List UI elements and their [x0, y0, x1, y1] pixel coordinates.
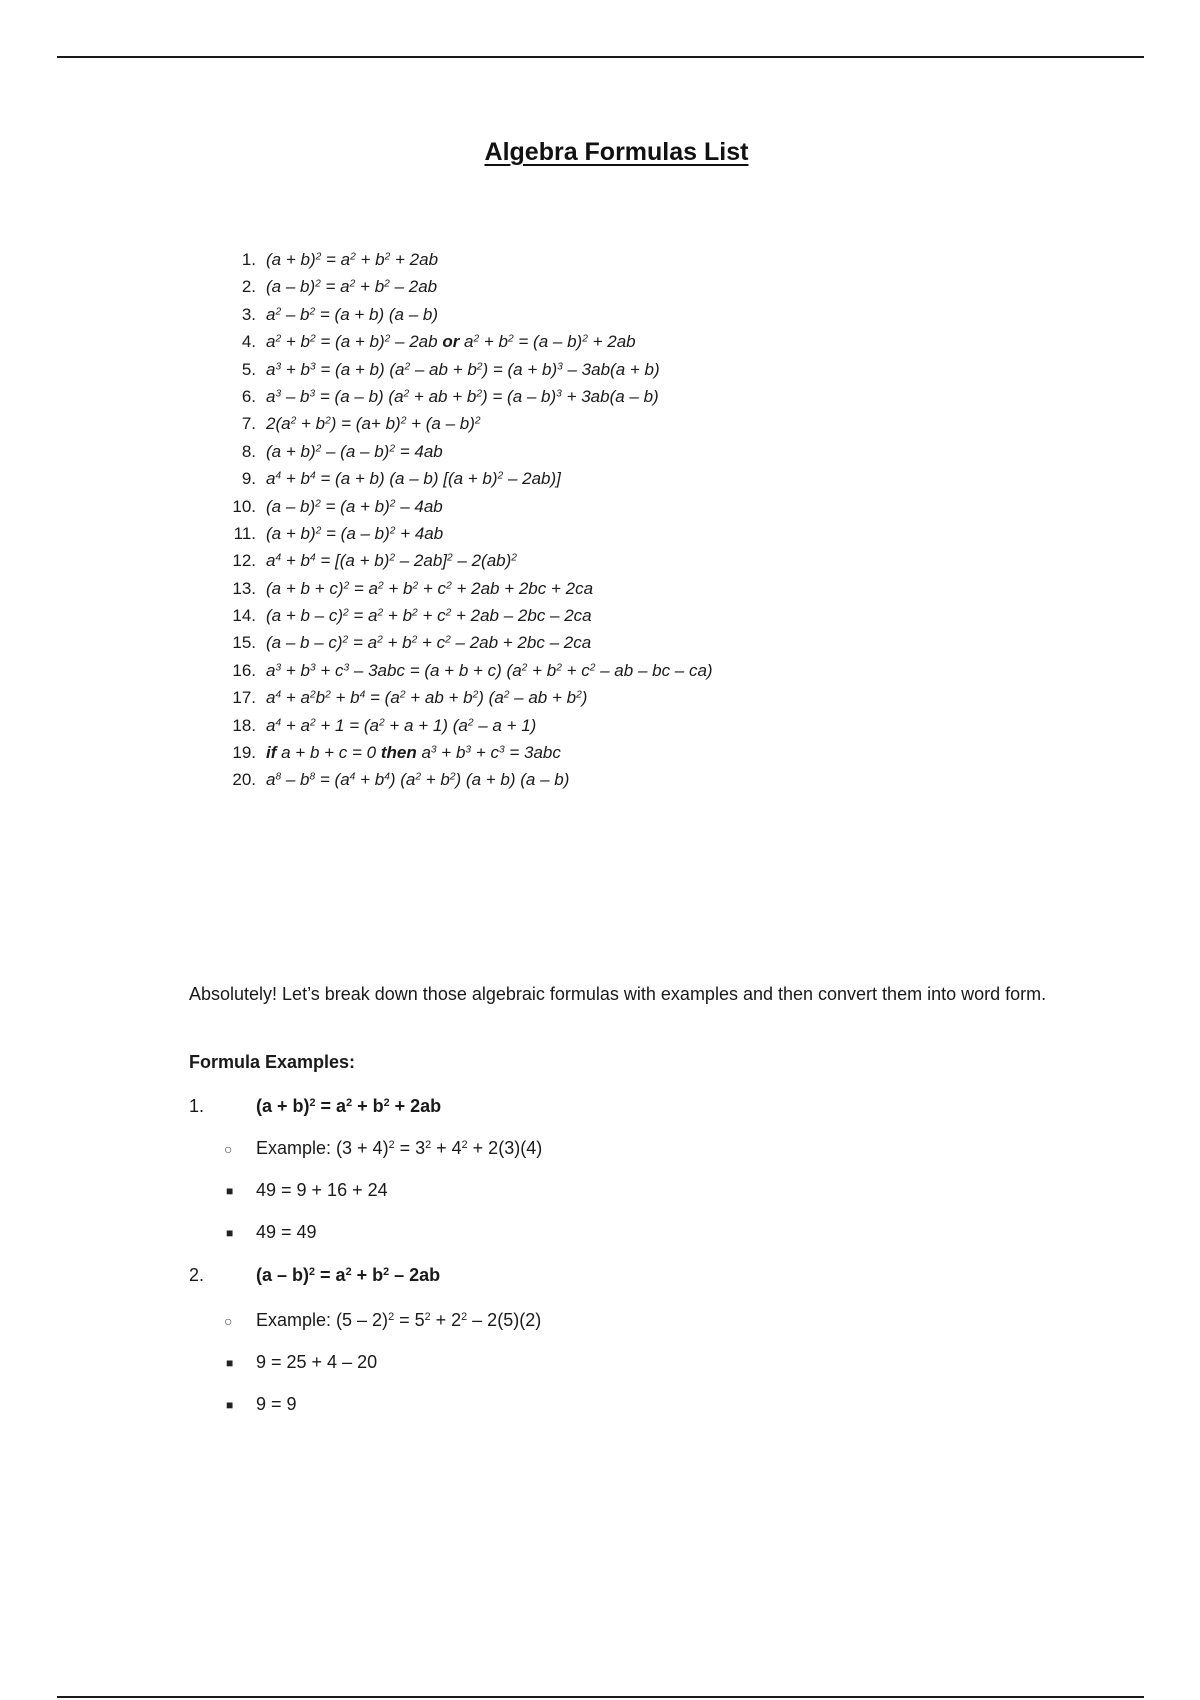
- formula-item: [210, 465, 713, 492]
- formula-item: [210, 739, 713, 766]
- formula-text: $a^4 + b^4 = [(a + b)^2 - 2ab]^2 - 2(ab)^2$: [266, 551, 517, 571]
- formula-number: 2.: [241, 277, 256, 297]
- formula-text: $a^2 + b^2 = (a + b)^2 - 2ab$ or $a^2 + b^2 = (a - b)^2 + 2ab$: [266, 332, 636, 352]
- formula-item: [210, 328, 713, 355]
- square-bullet-icon: ■: [226, 1226, 234, 1240]
- formula-number: 15.: [232, 633, 256, 653]
- formula-text: $a^2 - b^2 = (a + b)$ (a – b): [266, 304, 439, 324]
- formula-item: [210, 273, 713, 300]
- examples-heading: Formula Examples:: [189, 1052, 356, 1072]
- example-line: Example: $(5 - 2)^2 = 5^2 + 2^2 - 2(5)(2)$: [256, 1310, 542, 1330]
- example-step: 9 = 9: [256, 1394, 297, 1414]
- formula-number: 11.: [233, 523, 256, 543]
- formula-text: $(a - b - c)^2 = a^2 + b^2 + c^2 - 2ab + 2bc - 2ca$: [266, 633, 592, 653]
- formula-text: $a^3 + b^3 + c^3 - 3abc = (a + b + c) (a^2 + b^2 + c^2$ – ab – bc – ca): [266, 660, 713, 680]
- formula-item: [210, 246, 713, 273]
- formula-text: $(a + b - c)^2 = a^2 + b^2 + c^2 + 2ab - 2bc - 2ca$: [266, 606, 592, 626]
- formula-item: [210, 438, 713, 465]
- formula-text: $a^8 - b^8 = (a^4 + b^4) (a^2 + b^2) (a + b)$ (a – b): [266, 770, 570, 790]
- formula-text: $(a + b)^2 = a^2 + b^2 + 2ab$: [266, 250, 439, 269]
- header-rule: [57, 56, 1144, 58]
- formula-item: [210, 629, 713, 656]
- formula-number: 1.: [241, 250, 256, 269]
- formula-item: [210, 547, 713, 574]
- formula-item: [210, 684, 713, 711]
- formula-number: 12.: [232, 551, 256, 571]
- formula-number: 14.: [232, 606, 256, 626]
- square-bullet-icon: ■: [226, 1184, 234, 1198]
- example-line: Example: $(3 + 4)^2 = 3^2 + 4^2 + 2(3)(4)$: [256, 1138, 543, 1158]
- page-title: Algebra Formulas List: [484, 138, 749, 166]
- square-bullet-icon: ■: [226, 1398, 234, 1412]
- formula-item: [210, 383, 713, 410]
- formula-number: 20.: [232, 770, 256, 790]
- formula-text: $(a + b)^2 = (a - b)^2 + 4ab$: [266, 523, 444, 543]
- formula-text: $(a + b + c)^2 = a^2 + b^2 + c^2 + 2ab + 2bc + 2ca$: [266, 578, 594, 598]
- example-step: 49 = 9 + 16 + 24: [256, 1180, 388, 1200]
- formula-text: $a^4 + a^2b^2 + b^4 = (a^2$ + ab + $b^2$) ($a^2$ – ab + $b^2$): [266, 688, 588, 708]
- formula-number: 8.: [241, 441, 256, 461]
- formula-item: [210, 602, 713, 629]
- formula-number: 10.: [232, 496, 256, 516]
- formula-item: [210, 301, 713, 328]
- example-formula: $(a + b)^2 = a^2 + b^2 + 2ab$: [256, 1096, 442, 1116]
- formula-number: 18.: [232, 715, 256, 735]
- formula-text: $a^4 + b^4 = (a + b)$ (a – b) $[(a + b)^2 - 2ab)$]: [266, 469, 561, 489]
- formula-list: [210, 246, 713, 794]
- hollow-bullet-icon: ○: [224, 1141, 233, 1157]
- formula-text: $(a - b)^2 = a^2 + b^2 - 2ab$: [266, 277, 438, 297]
- example-step: 9 = 25 + 4 – 20: [256, 1352, 378, 1372]
- formula-item: [210, 712, 713, 739]
- formula-number: 5.: [241, 359, 256, 379]
- formula-item: [210, 657, 713, 684]
- example-step: 49 = 49: [256, 1222, 317, 1242]
- intro-paragraph: Absolutely! Let’s break down those algebraic formulas with examples and then convert them into word form.: [189, 984, 1047, 1004]
- hollow-bullet-icon: ○: [224, 1313, 233, 1329]
- formula-number: 16.: [232, 660, 256, 680]
- formula-number: 19.: [232, 743, 256, 763]
- example-number: 2.: [189, 1265, 205, 1285]
- formula-number: 3.: [241, 304, 256, 324]
- formula-number: 9.: [241, 469, 256, 489]
- formula-text: $2(a^2 + b^2) = (a+ b)^2 + (a - b)^2$: [266, 414, 481, 434]
- formula-item: [210, 766, 713, 793]
- formula-text: $(a + b)^2 - (a - b)^2 = 4ab$: [266, 441, 443, 461]
- formula-number: 17.: [232, 688, 256, 708]
- formula-item: [210, 356, 713, 383]
- square-bullet-icon: ■: [226, 1356, 234, 1370]
- formula-number: 4.: [241, 332, 256, 352]
- formula-text: $a^4 + a^2 + 1 = (a^2 + a + 1)$ $(a^2 - a + 1)$: [266, 715, 537, 735]
- formula-number: 6.: [241, 386, 256, 406]
- formula-item: [210, 493, 713, 520]
- example-number: 1.: [189, 1096, 205, 1116]
- formula-text: if a + b + c = 0 then $a^3 + b^3 + c^3 = 3abc$: [266, 743, 561, 763]
- formula-text: $a^3 + b^3 = (a + b)$ ($a^2$ – ab + $b^2) = (a + b)^3 - 3ab(a + b)$: [266, 359, 660, 379]
- formula-text: $(a - b)^2 = (a + b)^2 - 4ab$: [266, 496, 443, 516]
- footer-rule: [57, 1696, 1144, 1698]
- formula-text: $a^3 - b^3 = (a - b) (a^2$ + ab + $b^2) = (a - b)^3 + 3ab(a - b)$: [266, 386, 659, 406]
- formula-number: 13.: [232, 578, 256, 598]
- formula-item: [210, 520, 713, 547]
- formula-item: [210, 410, 713, 437]
- example-formula: $(a - b)^2 = a^2 + b^2 - 2ab$: [256, 1265, 441, 1285]
- formula-number: 7.: [241, 414, 256, 434]
- formula-item: [210, 575, 713, 602]
